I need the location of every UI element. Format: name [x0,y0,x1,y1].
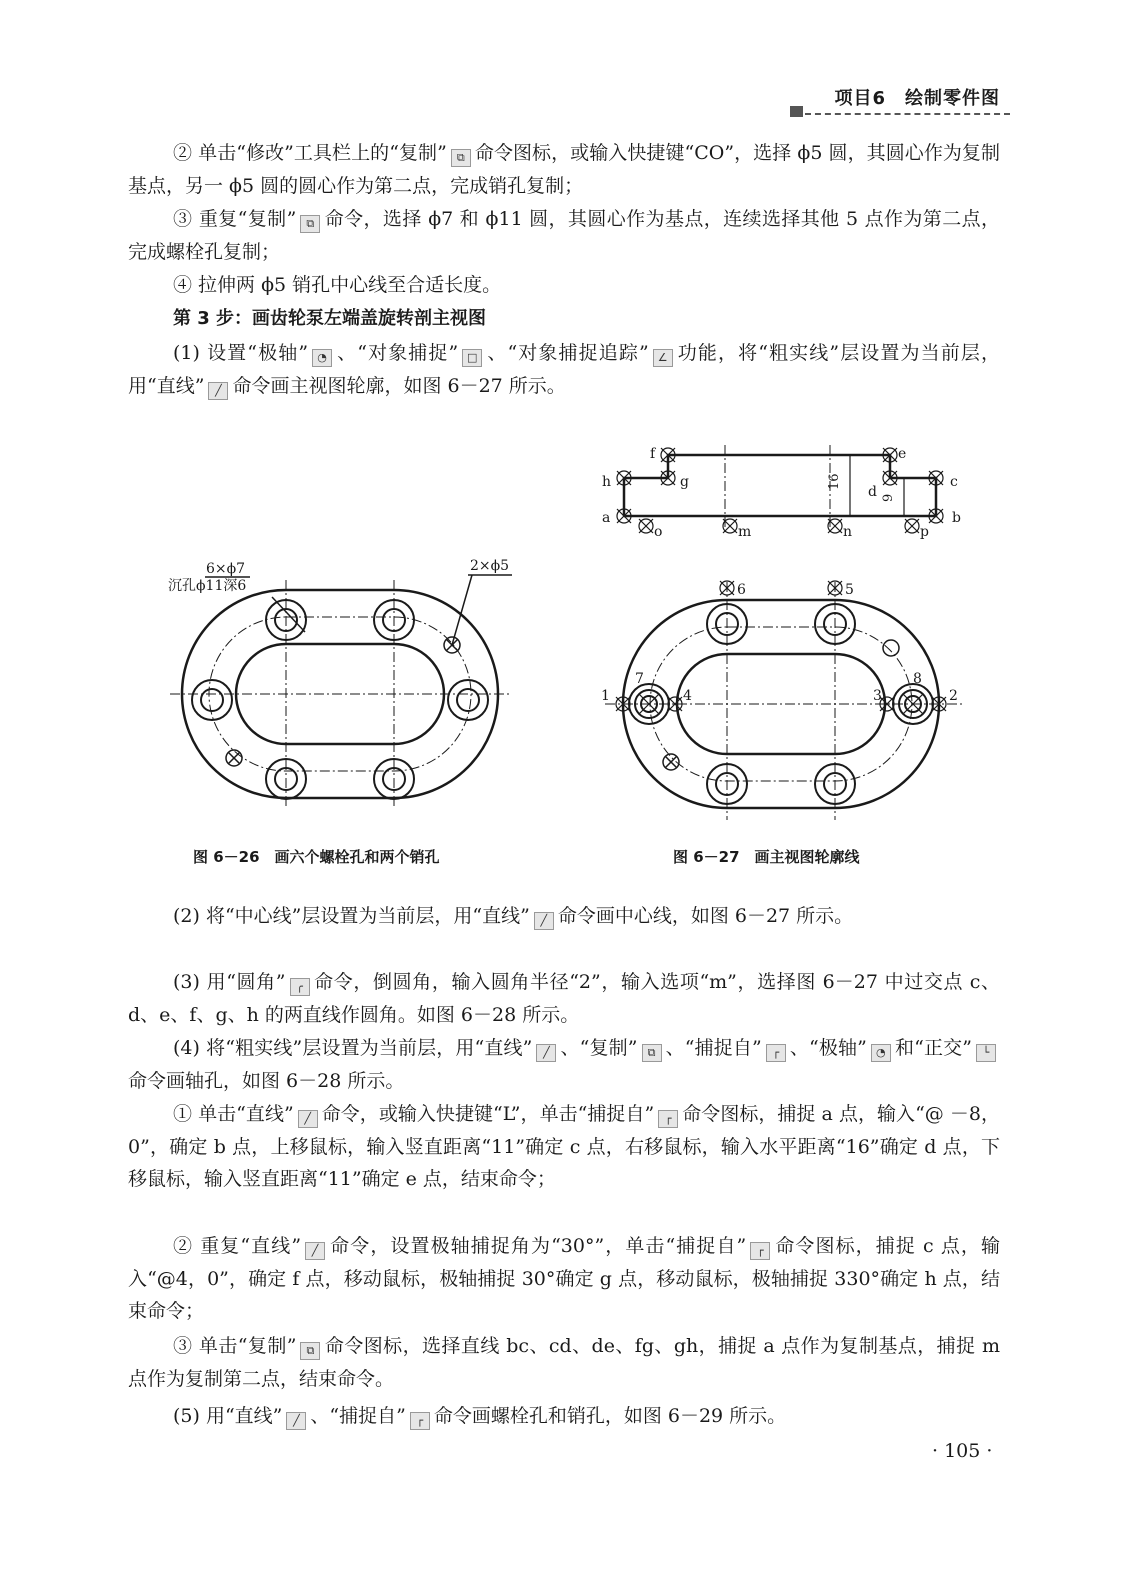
fillet-icon: ╭ [290,978,310,996]
label-pin-holes: 2×ϕ5 [470,558,510,574]
text: ② 重复“直线” [173,1235,302,1257]
label-counterbore: 沉孔ϕ11深6 [168,578,247,594]
point-label-d: d [868,484,877,500]
text: 命令，倒圆角，输入圆角半径“2”，输入选项“m”，选择图 6－27 中过交点 c、d、e、f、g、h 的两直线作圆角。如图 6－28 所示。 [128,971,1000,1026]
point-label-h: h [602,474,612,490]
paragraph-stretch [128,269,1000,302]
hole-label-2: 2 [949,688,958,704]
caption-figure-6-27: 图 6－27 画主视图轮廓线 [673,848,860,866]
point-label-n: n [843,524,853,540]
point-label-c: c [950,474,958,490]
text: 、“极轴” [789,1037,867,1059]
text: 命令图标，捕捉 a 点，输入“@ －8，0”，确定 b 点，上移鼠标，输入竖直距离“11”确定 c 点，右移鼠标，输入水平距离“16”确定 d 点，下移鼠标，输入竖直距离“11”确定 e 点，结束命令； [128,1103,1000,1190]
snap-from-icon: ┌ [766,1044,786,1062]
point-label-e: e [898,446,907,462]
paragraph-copy-bolt [128,203,1000,268]
osnap-icon: □ [462,349,482,367]
paragraph-centerline [128,900,1000,933]
dim-9: 9 [881,493,896,502]
hole-label-5: 5 [845,582,854,598]
line-icon: ╱ [286,1412,306,1430]
point-label-m: m [738,524,752,540]
paragraph-bolt-holes [128,1400,1000,1433]
text: 命令，设置极轴捕捉角为“30°”，单击“捕捉自” [329,1235,747,1257]
text: ② 单击“修改”工具栏上的“复制” [173,142,447,164]
copy-icon: ⧉ [451,149,471,167]
polar-icon: ◔ [312,349,332,367]
text: 命令，或输入快捷键“L”，单击“捕捉自” [321,1103,655,1125]
hole-label-4: 4 [683,688,692,704]
text: 功能，将“粗实线”层设置为当前层，用“直线” [128,342,1000,397]
paragraph-step-polar [128,1230,1000,1328]
paragraph-copy-pin [128,137,1000,202]
snap-from-icon: ┌ [410,1412,430,1430]
copy-icon: ⧉ [642,1044,662,1062]
text: 、“对象捕捉追踪” [486,342,649,364]
text: ① 单击“直线” [173,1103,294,1125]
text: (4) 将“粗实线”层设置为当前层，用“直线” [173,1037,533,1059]
text: ④ 拉伸两 ϕ5 销孔中心线至合适长度。 [173,274,502,296]
point-label-p: p [920,524,929,540]
text: 命令画螺栓孔和销孔，如图 6－29 所示。 [433,1405,787,1427]
line-icon: ╱ [208,382,228,400]
paragraph-step3-1 [128,337,1000,402]
snap-from-icon: ┌ [658,1110,678,1128]
text: (5) 用“直线” [173,1405,283,1427]
snap-from-icon: ┌ [750,1242,770,1260]
line-icon: ╱ [534,912,554,930]
point-label-b: b [952,510,961,526]
point-label-g: g [680,474,689,490]
ortho-icon: └ [976,1044,996,1062]
text: 、“复制” [560,1037,638,1059]
paragraph-fillet [128,966,1000,1031]
otrack-icon: ∠ [653,349,673,367]
text: 和“正交” [894,1037,972,1059]
paragraph-step-copy [128,1330,1000,1395]
text: (2) 将“中心线”层设置为当前层，用“直线” [173,905,530,927]
page-number: · 105 · [932,1440,993,1462]
text: ③ 重复“复制” [173,208,297,230]
dim-16: 16 [827,473,842,490]
text: 、“捕捉自” [310,1405,406,1427]
text: 、“捕捉自” [665,1037,762,1059]
hole-label-1: 1 [601,688,610,704]
header-marker [790,106,803,117]
paragraph-axle-hole [128,1032,1000,1097]
paragraph-step-line [128,1098,1000,1196]
text: ③ 单击“复制” [173,1335,297,1357]
hole-label-6: 6 [737,582,746,598]
line-icon: ╱ [298,1110,318,1128]
label-bolt-holes: 6×ϕ7 [206,561,246,577]
text: 命令画主视图轮廓，如图 6－27 所示。 [232,374,566,397]
hole-label-8: 8 [913,671,922,687]
running-header [0,82,1010,122]
line-icon: ╱ [305,1242,325,1260]
caption-figure-6-26: 图 6－26 画六个螺栓孔和两个销孔 [193,848,440,866]
point-label-a: a [602,510,611,526]
header-title: 项目6 绘制零件图 [834,88,1000,109]
copy-icon: ⧉ [300,215,320,233]
step3-heading: 第 3 步：画齿轮泵左端盖旋转剖主视图 [173,308,487,329]
text: 命令图标，或输入快捷键“CO”，选择 ϕ5 圆，其圆心作为复制基点，另一 ϕ5 圆的圆心作为第二点，完成销孔复制； [128,142,1000,197]
copy-icon: ⧉ [300,1342,320,1360]
text: 、“对象捕捉” [336,342,459,364]
figure-6-27-top [590,440,970,550]
line-icon: ╱ [536,1044,556,1062]
text: 命令画轴孔，如图 6－28 所示。 [128,1069,405,1092]
point-label-o: o [654,524,663,540]
hole-label-3: 3 [873,688,882,704]
figure-6-27-main [595,570,975,830]
text: 命令图标，捕捉 c 点，输入“@4，0”，确定 f 点，移动鼠标，极轴捕捉 30°确定 g 点，移动鼠标，极轴捕捉 330°确定 h 点，结束命令； [128,1235,1000,1322]
hole-label-7: 7 [635,671,644,687]
text: (1) 设置“极轴” [173,342,309,364]
figure-6-26 [150,550,530,830]
text: 命令图标，选择直线 bc、cd、de、fg、gh，捕捉 a 点作为复制基点，捕捉 m 点作为复制第二点，结束命令。 [128,1335,1000,1390]
text: (3) 用“圆角” [173,971,286,993]
text: 命令画中心线，如图 6－27 所示。 [557,905,854,927]
polar-icon: ◔ [871,1044,891,1062]
header-rule [805,113,1010,115]
text: 命令，选择 ϕ7 和 ϕ11 圆，其圆心作为基点，连续选择其他 5 点作为第二点，完成螺栓孔复制； [128,208,1001,263]
point-label-f: f [650,446,656,462]
